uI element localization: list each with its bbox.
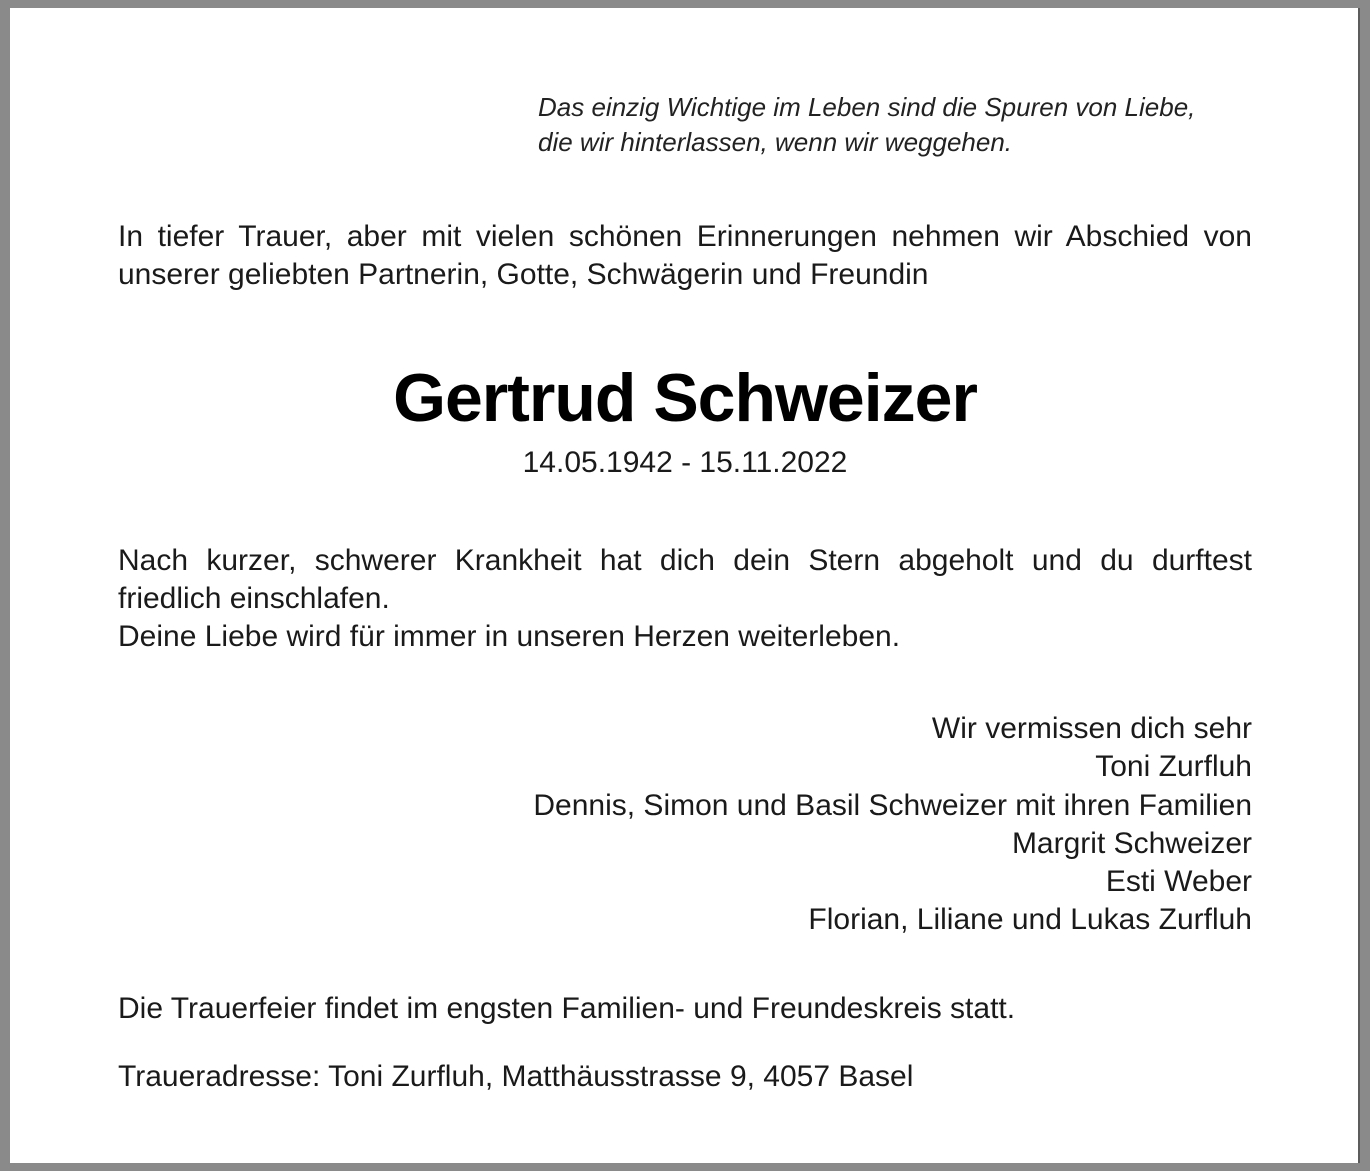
signature-line: Dennis, Simon und Basil Schweizer mit ihren Familien: [533, 788, 1252, 822]
deceased-name: Gertrud Schweizer: [393, 360, 977, 436]
signatures-block: [118, 710, 1252, 940]
ceremony-info: Die Trauerfeier findet im engsten Familien- und Freundeskreis statt.: [118, 992, 1016, 1025]
mourning-address: Traueradresse: Toni Zurfluh, Matthäusstrasse 9, 4057 Basel: [118, 1060, 914, 1093]
signature-line: Toni Zurfluh: [1095, 750, 1252, 784]
obituary-notice: [10, 8, 1358, 1163]
signature-line: Florian, Liliane und Lukas Zurfluh: [808, 903, 1252, 937]
motto-quote: [538, 90, 1298, 160]
signature-line: Wir vermissen dich sehr: [931, 712, 1252, 745]
message-line-1: Nach kurzer, schwerer Krankheit hat dich dein Stern abgeholt und du durftest friedlich einschlafen.: [118, 544, 1252, 615]
life-dates: 14.05.1942 - 15.11.2022: [522, 446, 848, 479]
message-text: [118, 542, 1252, 656]
intro-text: In tiefer Trauer, aber mit vielen schönen Erinnerungen nehmen wir Abschied von unserer geliebten Partnerin, Gotte, Schwägerin und Freundin: [118, 220, 1252, 291]
motto-line-1: Das einzig Wichtige im Leben sind die Spuren von Liebe,: [538, 92, 1196, 122]
message-line-2: Deine Liebe wird für immer in unseren Herzen weiterleben.: [118, 620, 901, 653]
signature-line: Esti Weber: [1105, 865, 1252, 899]
signature-line: Margrit Schweizer: [1011, 826, 1252, 860]
motto-line-2: die wir hinterlassen, wenn wir weggehen.: [538, 127, 1013, 157]
